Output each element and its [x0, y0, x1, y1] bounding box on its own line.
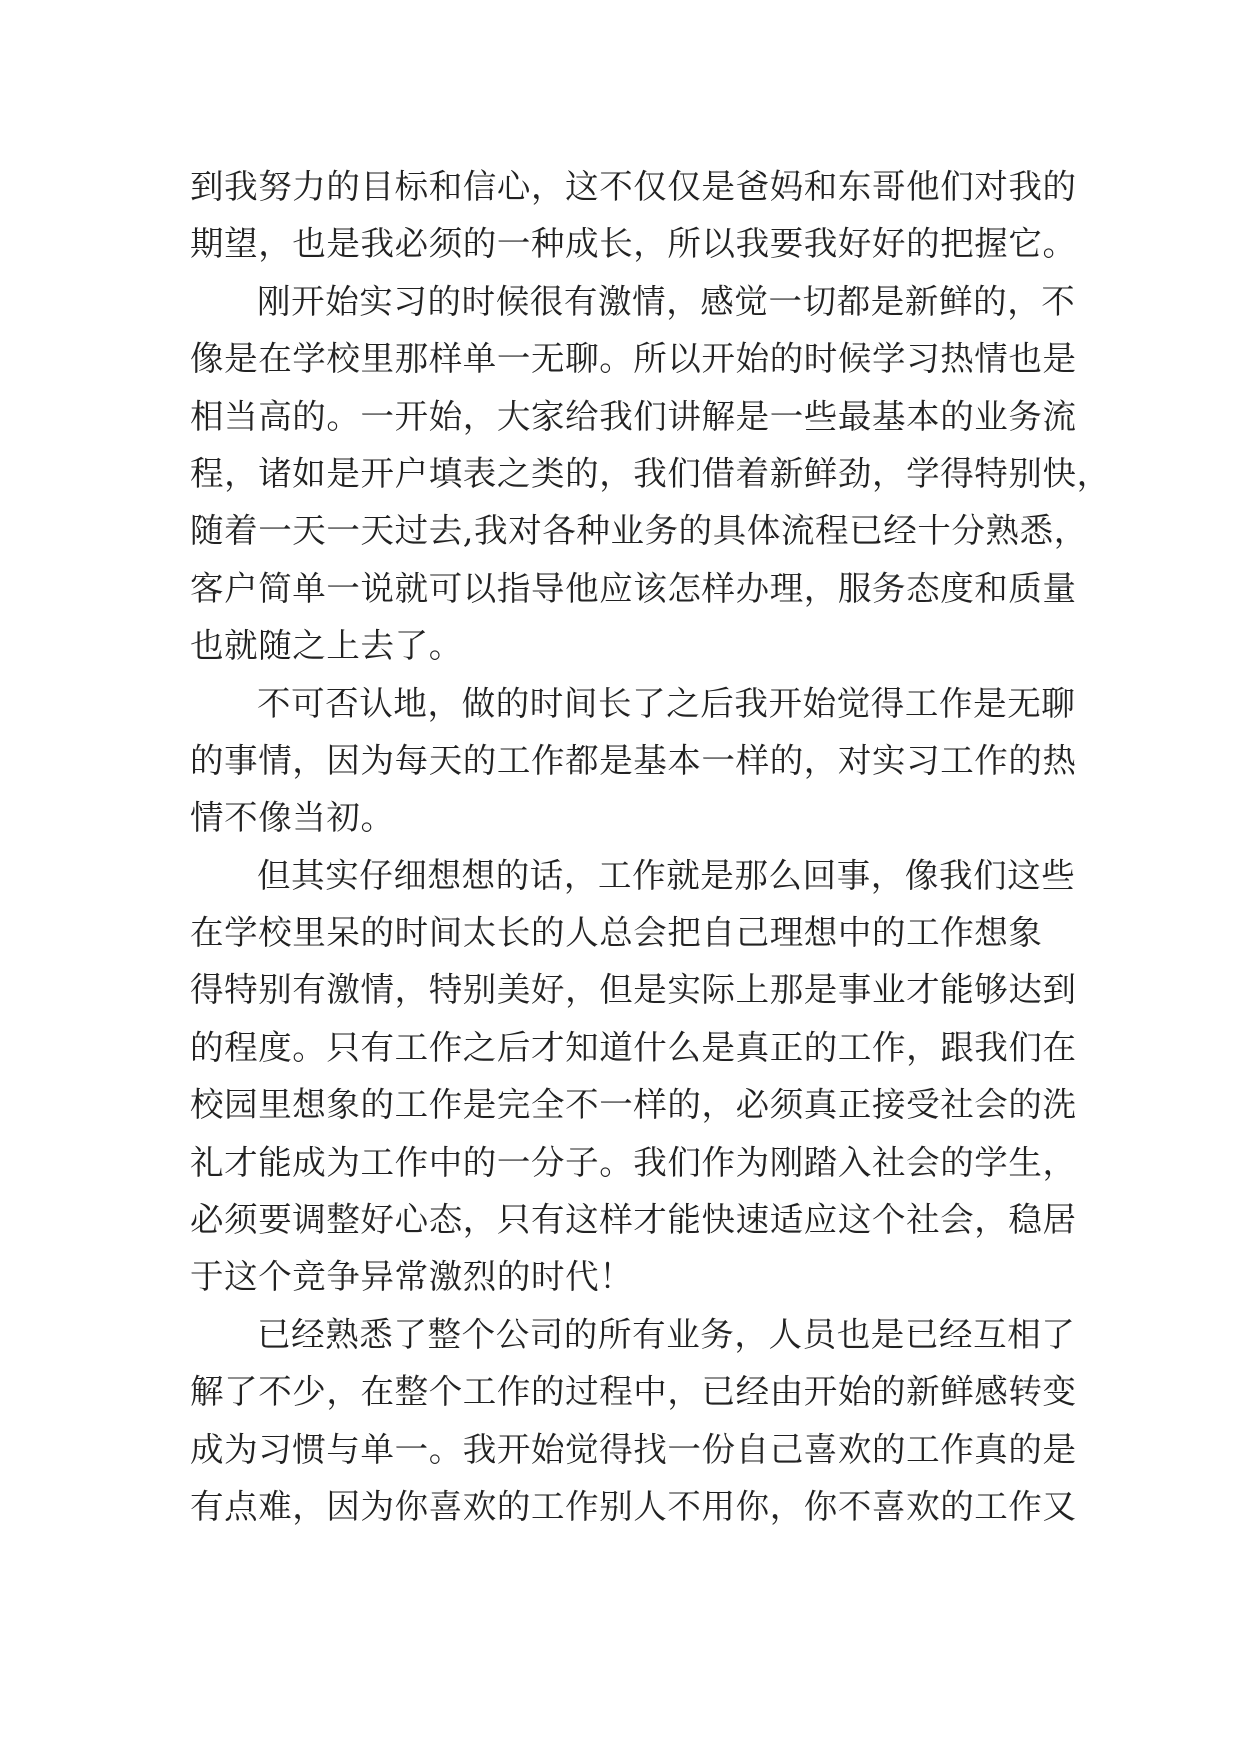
paragraph-first-line: 不可否认地，做的时间长了之后我开始觉得工作是无聊 [257, 683, 1076, 723]
text-line: 礼才能成为工作中的一分子。我们作为刚踏入社会的学生， [190, 1142, 1077, 1182]
text-line: 必须要调整好心态，只有这样才能快速适应这个社会，稳居 [190, 1200, 1077, 1240]
text-line: 也就随之上去了。 [190, 626, 463, 666]
text-line: 得特别有激情，特别美好，但是实际上那是事业才能够达到 [190, 970, 1077, 1010]
text-line: 期望，也是我必须的一种成长，所以我要我好好的把握它。 [190, 224, 1077, 264]
text-line: 有点难，因为你喜欢的工作别人不用你，你不喜欢的工作又 [190, 1486, 1077, 1526]
text-line: 像是在学校里那样单一无聊。所以开始的时候学习热情也是 [190, 339, 1077, 379]
body-text [190, 158, 1111, 1535]
text-line: 解了不少，在整个工作的过程中，已经由开始的新鲜感转变 [190, 1372, 1077, 1412]
text-line: 在学校里呆的时间太长的人总会把自己理想中的工作想象 [190, 913, 1043, 953]
paragraph-first-line: 但其实仔细想想的话，工作就是那么回事，像我们这些 [257, 855, 1076, 895]
text-line: 情不像当初。 [190, 798, 395, 838]
text-line: 客户简单一说就可以指导他应该怎样办理，服务态度和质量 [190, 568, 1077, 608]
text-line: 相当高的。一开始，大家给我们讲解是一些最基本的业务流 [190, 396, 1077, 436]
text-line: 的程度。只有工作之后才知道什么是真正的工作，跟我们在 [190, 1027, 1077, 1067]
text-line: 随着一天一天过去,我对各种业务的具体流程已经十分熟悉， [190, 511, 1088, 551]
text-line: 的事情，因为每天的工作都是基本一样的，对实习工作的热 [190, 740, 1077, 780]
paragraph-first-line: 刚开始实习的时候很有激情，感觉一切都是新鲜的，不 [257, 281, 1076, 321]
text-line: 于这个竞争异常激烈的时代！ [190, 1257, 634, 1297]
text-line: 成为习惯与单一。我开始觉得找一份自己喜欢的工作真的是 [190, 1429, 1077, 1469]
paragraph-first-line: 已经熟悉了整个公司的所有业务，人员也是已经互相了 [257, 1314, 1076, 1354]
text-line: 程，诸如是开户填表之类的，我们借着新鲜劲，学得特别快， [190, 453, 1111, 493]
text-line: 校园里想象的工作是完全不一样的，必须真正接受社会的洗 [190, 1085, 1077, 1125]
text-line: 到我努力的目标和信心，这不仅仅是爸妈和东哥他们对我的 [190, 167, 1077, 206]
